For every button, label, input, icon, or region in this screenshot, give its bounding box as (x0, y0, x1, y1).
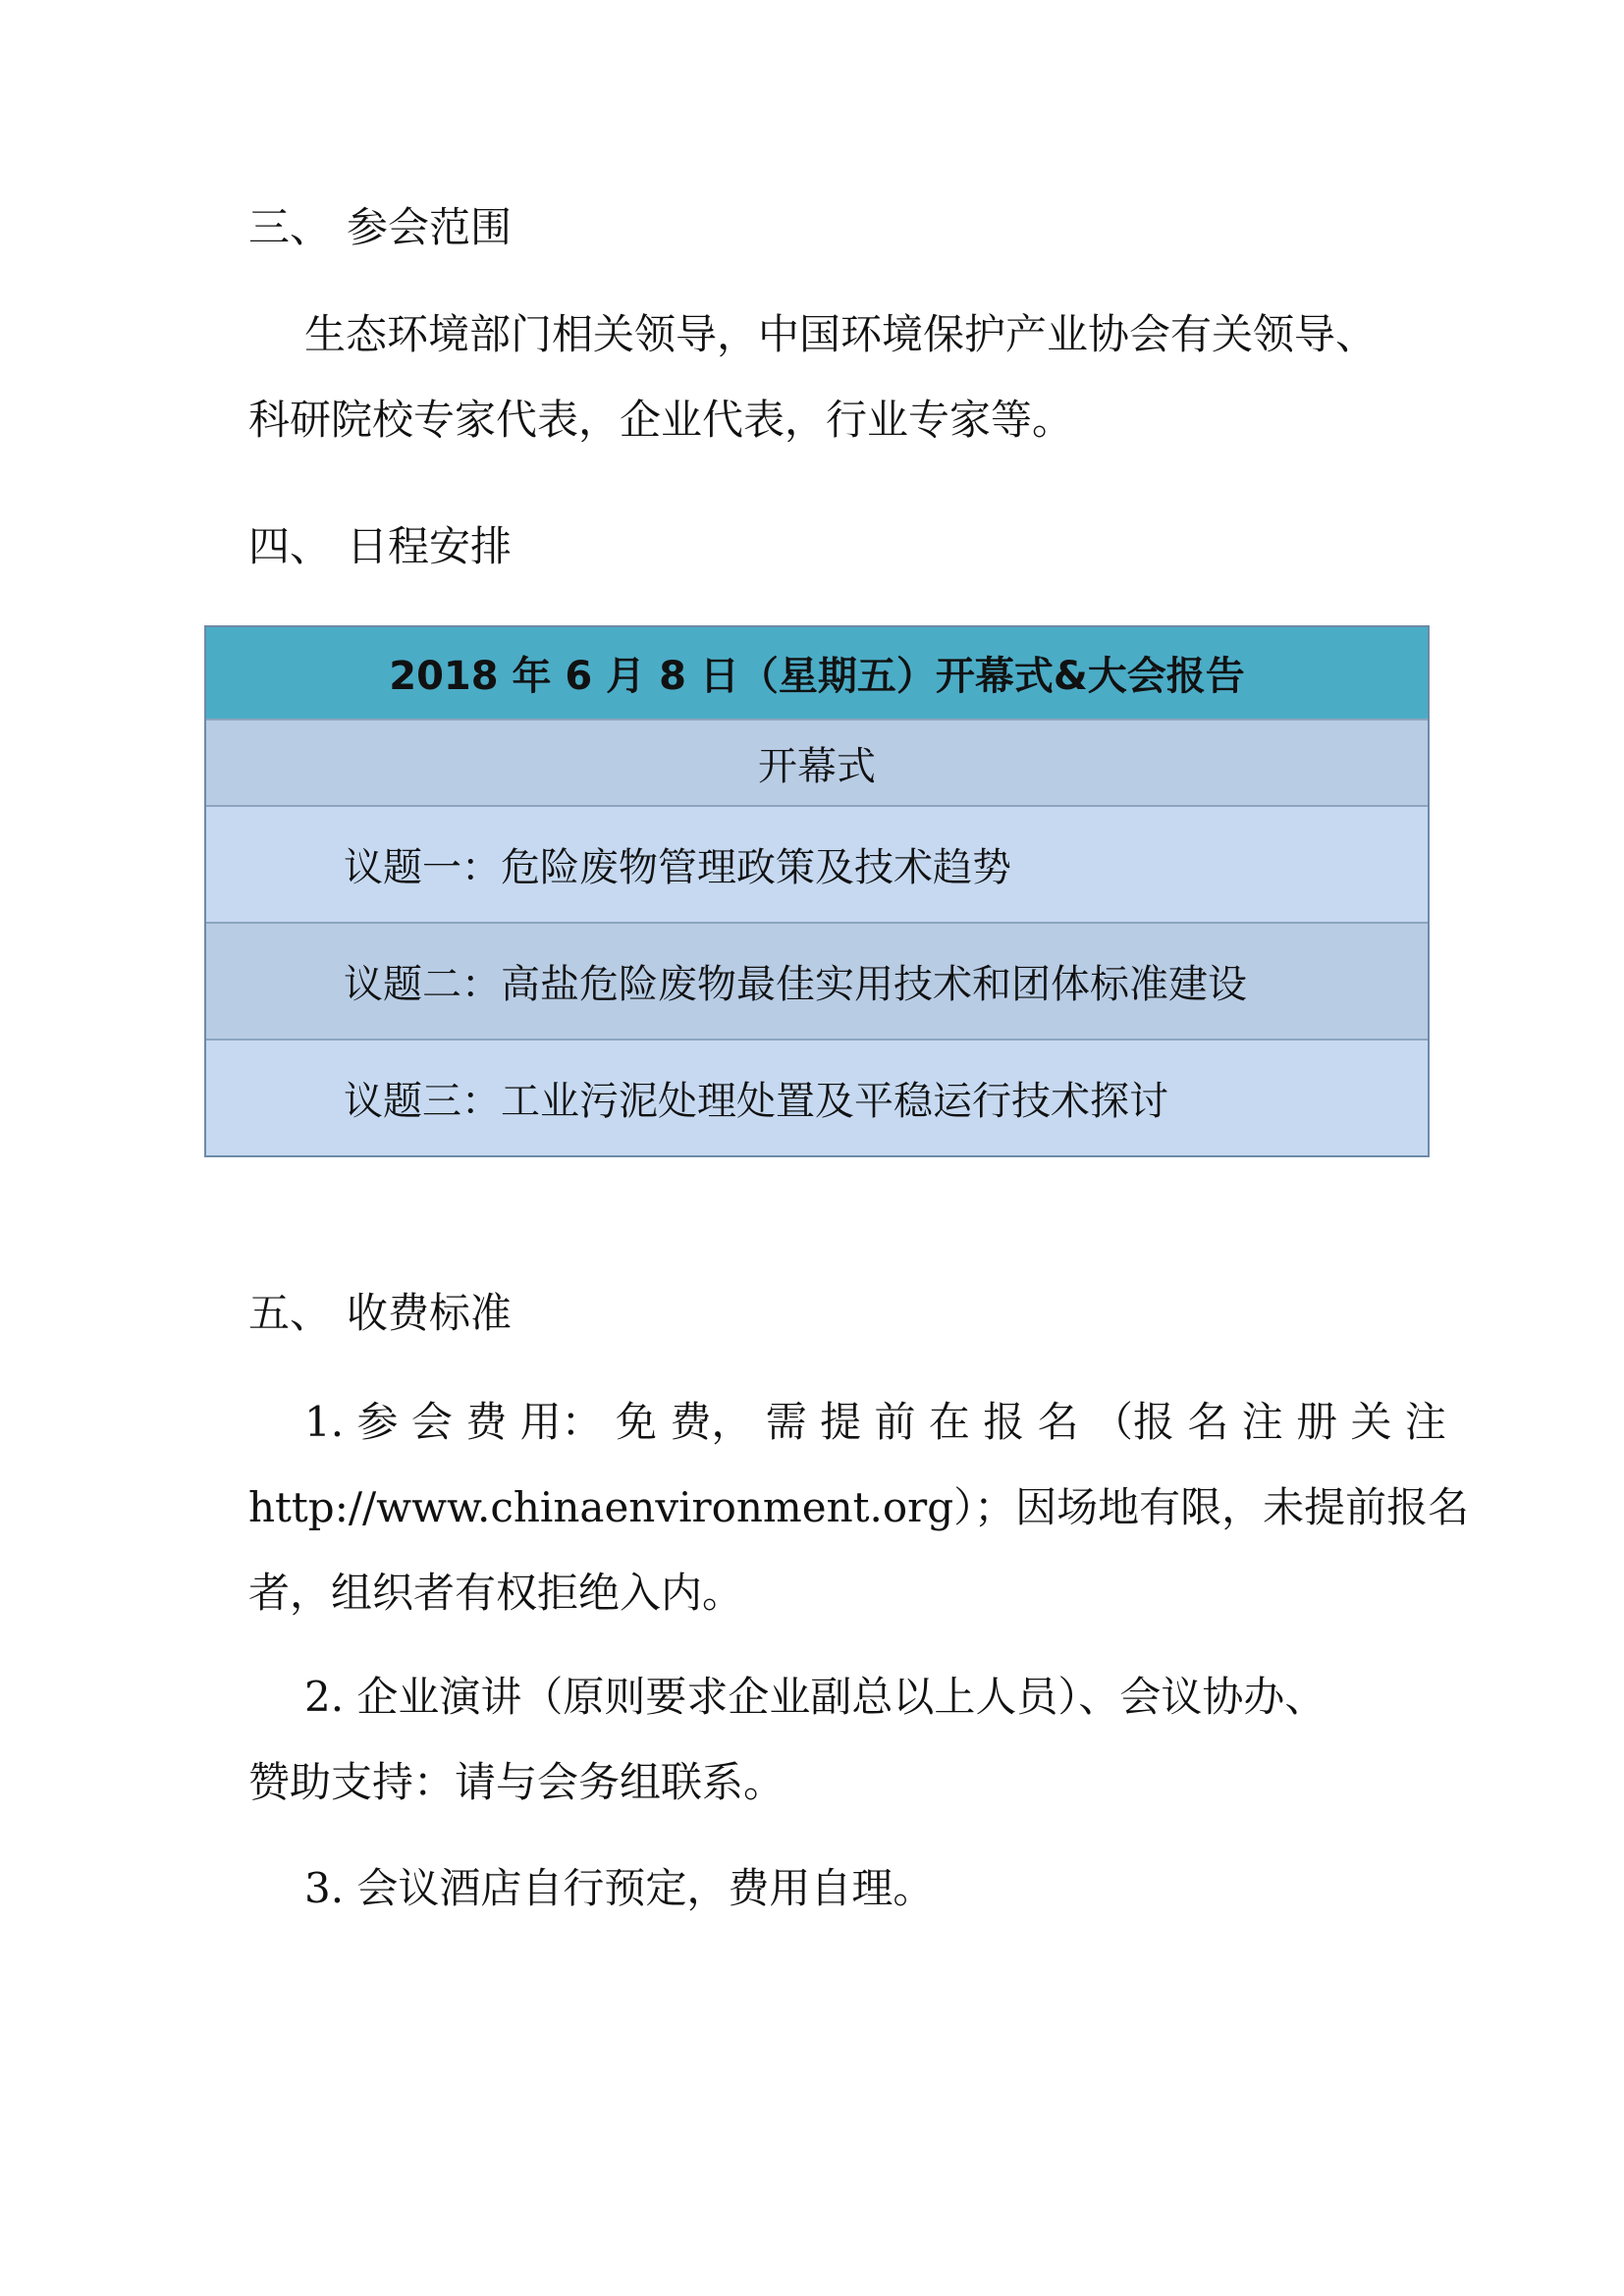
text-fragment: 费， (670, 1398, 753, 1446)
topic-1: 议题一：危险废物管理政策及技术趋势 (344, 845, 1011, 890)
text-fragment: 费 (465, 1398, 508, 1446)
fee-item-1-line-2: http://www.chinaenvironment.org）；因场地有限，未提前报名 (248, 1483, 1470, 1531)
table-row (206, 1039, 1428, 1155)
section-5-title: 收费标准 (347, 1289, 513, 1337)
fee-item-1-line-3: 者，组织者有权拒绝入内。 (248, 1569, 744, 1617)
text-fragment: 注 (1404, 1398, 1446, 1446)
schedule-title-row (206, 627, 1428, 719)
section-4-title: 日程安排 (347, 522, 513, 570)
section-4-number: 四、 (248, 522, 332, 570)
fee-item-3-line-1: 3. 会议酒店自行预定，费用自理。 (304, 1864, 935, 1912)
table-row (206, 922, 1428, 1039)
fee-item-3 (248, 1845, 1387, 1931)
text-fragment: 参 (356, 1398, 399, 1446)
text-fragment: 关 (1350, 1398, 1392, 1446)
schedule-title: 2018 年 6 月 8 日（星期五）开幕式&大会报告 (389, 654, 1245, 699)
section-3-line-2: 科研院校专家代表，企业代表，行业专家等。 (248, 396, 1074, 444)
schedule-subtitle: 开幕式 (758, 743, 876, 789)
section-3-number: 三、 (248, 203, 332, 251)
text-fragment: 报 (983, 1398, 1025, 1446)
section-4-heading (248, 517, 512, 576)
section-5-heading (248, 1284, 512, 1343)
text-fragment: 名 (1037, 1398, 1079, 1446)
topic-3: 议题三：工业污泥处理处置及平稳运行技术探讨 (344, 1079, 1168, 1124)
text-fragment: 在 (928, 1398, 970, 1446)
text-fragment: 免 (615, 1398, 657, 1446)
text-fragment: 会 (410, 1398, 453, 1446)
schedule-table (204, 625, 1430, 1157)
schedule-subtitle-row (206, 719, 1428, 805)
section-3-line-1: 生态环境部门相关领导，中国环境保护产业协会有关领导、 (304, 310, 1378, 358)
text-fragment: 用： (519, 1398, 603, 1446)
text-fragment: 提 (820, 1398, 862, 1446)
text-fragment: 1. (304, 1398, 345, 1446)
fee-item-2 (248, 1654, 1387, 1825)
section-5-number: 五、 (248, 1289, 332, 1337)
text-fragment: 需 (765, 1398, 807, 1446)
fee-item-1 (248, 1379, 1470, 1635)
text-fragment: 前 (874, 1398, 916, 1446)
text-fragment: 册 (1296, 1398, 1338, 1446)
text-fragment: （报 (1091, 1398, 1174, 1446)
fee-item-1-line-1 (248, 1379, 1446, 1465)
text-fragment: 注 (1241, 1398, 1283, 1446)
section-3-title: 参会范围 (347, 203, 513, 251)
section-3-heading (248, 198, 512, 257)
table-row (206, 805, 1428, 922)
fee-item-2-line-2: 赞助支持：请与会务组联系。 (248, 1758, 785, 1806)
topic-2: 议题二：高盐危险废物最佳实用技术和团体标准建设 (344, 962, 1247, 1007)
text-fragment: 名 (1187, 1398, 1229, 1446)
fee-item-2-line-1: 2. 企业演讲（原则要求企业副总以上人员）、会议协办、 (304, 1673, 1326, 1721)
section-3-paragraph (248, 292, 1387, 462)
